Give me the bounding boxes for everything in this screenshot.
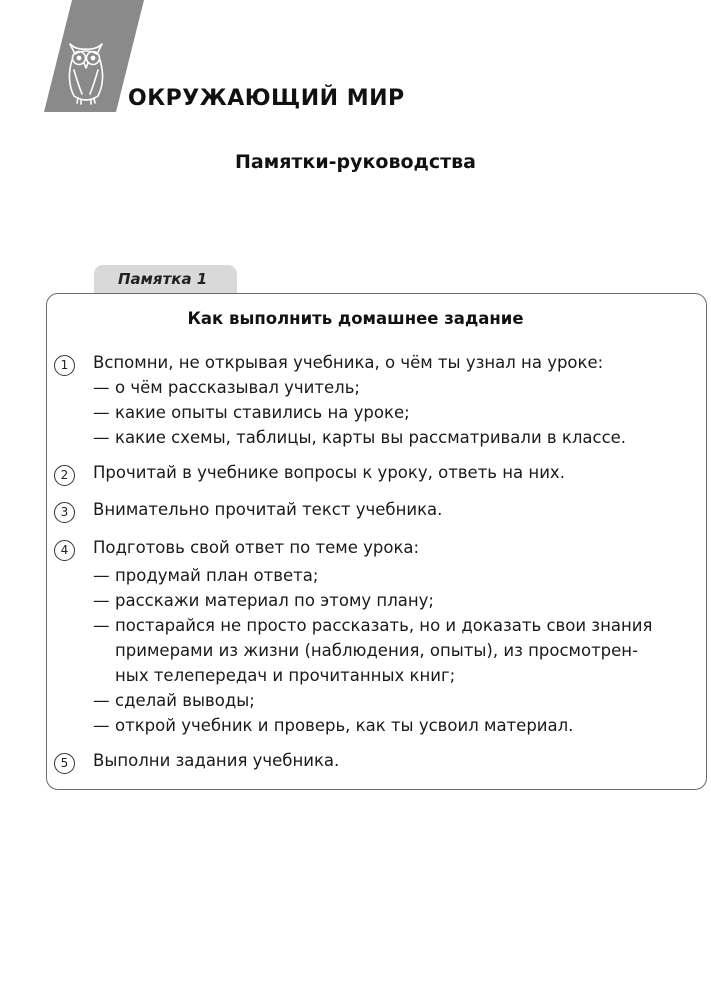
step-number: 3 [54, 502, 75, 523]
step-number: 4 [54, 540, 75, 561]
bullet-item: — продумай план ответа; [93, 566, 319, 585]
memo-title: Как выполнить домашнее задание [187, 309, 524, 328]
step-number: 2 [54, 465, 75, 486]
step-number: 1 [54, 355, 75, 376]
memo-tab-label: Памятка 1 [118, 270, 208, 288]
bullet-item: — открой учебник и проверь, как ты усвоил материал. [93, 716, 574, 735]
bullet-continuation: примерами из жизни (наблюдения, опыты), из просмотрен- [115, 641, 639, 660]
bullet-item: — расскажи материал по этому плану; [93, 591, 434, 610]
step-text: Внимательно прочитай текст учебника. [93, 500, 443, 519]
step-number: 5 [54, 753, 75, 774]
step-text: Вспомни, не открывая учебника, о чём ты узнал на уроке: [93, 353, 604, 372]
step-text: Выполни задания учебника. [93, 751, 340, 770]
bullet-continuation: ных телепередач и прочитанных книг; [115, 666, 456, 685]
bullet-item: — какие схемы, таблицы, карты вы рассматривали в классе. [93, 428, 627, 447]
step-text: Прочитай в учебнике вопросы к уроку, ответь на них. [93, 463, 565, 482]
section-title: ОКРУЖАЮЩИЙ МИР [128, 86, 405, 111]
bullet-item: — о чём рассказывал учитель; [93, 378, 360, 397]
page-heading: Памятки-руководства [234, 151, 477, 173]
bullet-item: — сделай выводы; [93, 691, 255, 710]
step-text: Подготовь свой ответ по теме урока: [93, 538, 420, 557]
bullet-item: — постарайся не просто рассказать, но и доказать свои знания [93, 616, 653, 635]
bullet-item: — какие опыты ставились на уроке; [93, 403, 410, 422]
